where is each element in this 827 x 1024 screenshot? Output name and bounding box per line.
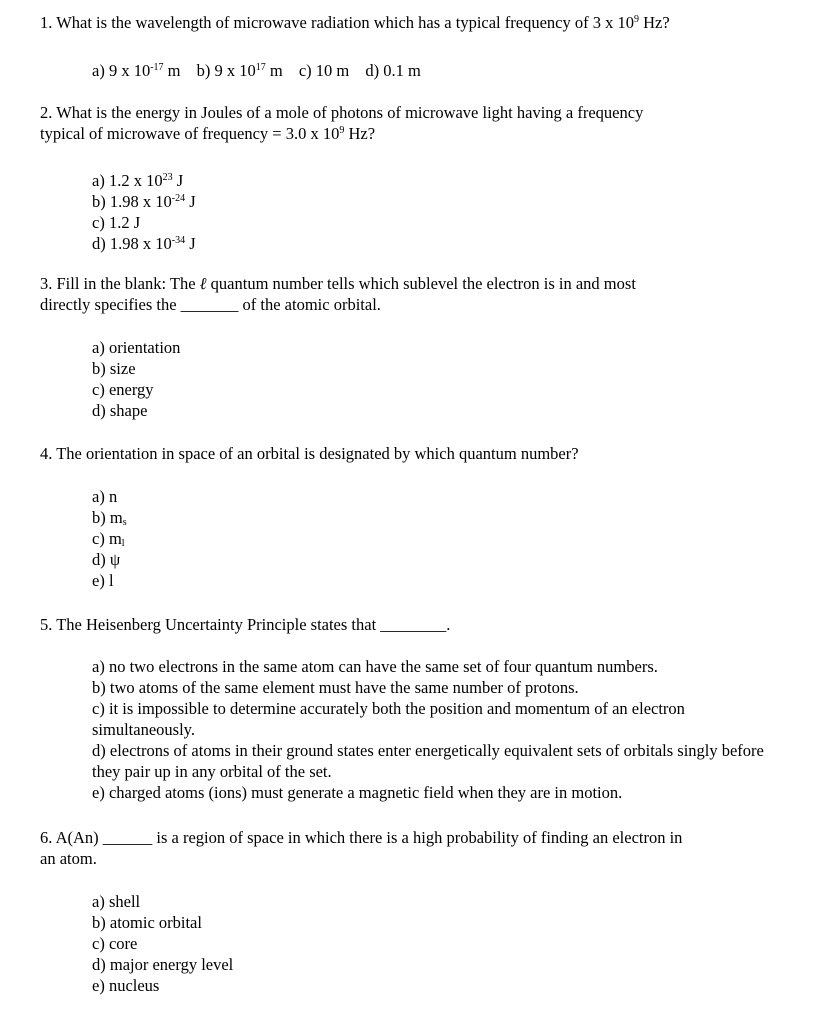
question-3-options bbox=[92, 337, 782, 421]
option-c: c) core bbox=[92, 934, 138, 953]
question-text: 1. What is the wavelength of microwave radiation which has a typical frequency of 3 x 10 bbox=[40, 13, 634, 32]
ell-symbol: ℓ bbox=[199, 274, 207, 293]
question-1-options bbox=[92, 60, 782, 81]
question-1 bbox=[40, 12, 780, 33]
question-2 bbox=[40, 102, 780, 144]
option-c: c) 1.2 J bbox=[92, 213, 141, 232]
option-e: e) l bbox=[92, 571, 114, 590]
option-a: a) orientation bbox=[92, 338, 181, 357]
option-c: c) $m_l$ bbox=[92, 529, 125, 549]
option-e: e) charged atoms (ions) must generate a magnetic field when they are in motion. bbox=[92, 783, 623, 802]
option-a: a) 9 x $10^{-17}$ m bbox=[92, 61, 181, 80]
option-c: c) 10 m bbox=[298, 61, 350, 80]
question-text: 6. A(An) ______ is a region of space in which there is a high probability of finding an electron in bbox=[40, 828, 683, 847]
option-d: d) shape bbox=[92, 401, 148, 420]
question-5-options bbox=[92, 656, 772, 803]
question-5: 5. The Heisenberg Uncertainty Principle states that ________. bbox=[40, 615, 451, 634]
exponent: 9 bbox=[633, 14, 639, 25]
question-2-options bbox=[92, 170, 782, 254]
option-a: a) 1.2 x $10^{23}$ J bbox=[92, 171, 184, 190]
option-a: a) shell bbox=[92, 892, 141, 911]
option-d: d) ψ bbox=[92, 550, 121, 569]
question-text: Hz? bbox=[638, 13, 670, 32]
question-4: 4. The orientation in space of an orbital is designated by which quantum number? bbox=[40, 444, 579, 463]
question-text: 3. Fill in the blank: The ℓ quantum number tells which sublevel the electron is in and most bbox=[40, 274, 636, 293]
question-4-options bbox=[92, 486, 782, 591]
option-b: b) two atoms of the same element must have the same number of protons. bbox=[92, 678, 579, 697]
option-d: d) electrons of atoms in their ground states enter energetically equivalent sets of orbitals singly before they pair up in any orbital of the set. bbox=[92, 741, 764, 781]
option-e: e) nucleus bbox=[92, 976, 160, 995]
option-d: d) 1.98 x $10^{-34}$ J bbox=[92, 234, 196, 253]
option-a: a) n bbox=[92, 487, 118, 506]
question-text: directly specifies the _______ of the atomic orbital. bbox=[40, 295, 381, 314]
question-text: 2. What is the energy in Joules of a mole of photons of microwave light having a frequency bbox=[40, 103, 644, 122]
option-c: c) it is impossible to determine accurately both the position and momentum of an electron simultaneously. bbox=[92, 699, 685, 739]
question-text: typical of microwave of frequency = 3.0 x $10^9$ Hz? bbox=[40, 124, 376, 143]
option-a: a) no two electrons in the same atom can have the same set of four quantum numbers. bbox=[92, 657, 658, 676]
question-6 bbox=[40, 827, 780, 869]
option-d: d) major energy level bbox=[92, 955, 234, 974]
option-b: b) 9 x $10^{17}$ m bbox=[196, 61, 283, 80]
option-d: d) 0.1 m bbox=[365, 61, 421, 80]
option-b: b) atomic orbital bbox=[92, 913, 202, 932]
option-b: b) size bbox=[92, 359, 136, 378]
option-c: c) energy bbox=[92, 380, 154, 399]
question-6-options bbox=[92, 891, 782, 996]
question-3 bbox=[40, 273, 780, 315]
question-text: an atom. bbox=[40, 849, 97, 868]
option-b: b) 1.98 x $10^{-24}$ J bbox=[92, 192, 196, 211]
option-b: b) $m_s$ bbox=[92, 508, 127, 528]
